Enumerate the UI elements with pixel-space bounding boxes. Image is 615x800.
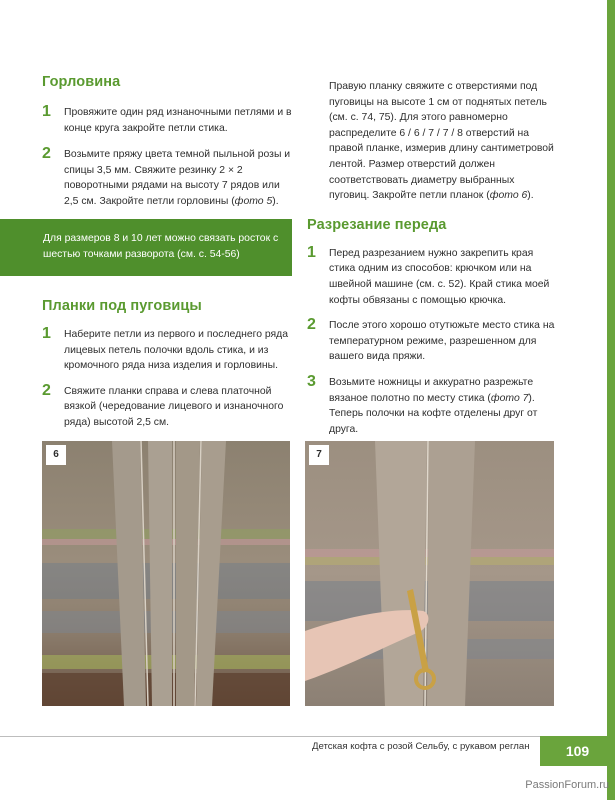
button-bands-step-1	[42, 327, 292, 374]
step-number: 1	[42, 103, 51, 120]
watermark: PassionForum.ru	[525, 779, 609, 791]
step-text: Наберите петли из первого и последнего ряда лицевых петель полочки вдоль стика, и из кромочного ряда низа изделия и горловины.	[64, 329, 289, 372]
step-text: Возьмите ножницы и аккуратно разрежьте вязаное полотно по месту стика (фото 7). Теперь полочки на кофте отделены друг от друга.	[329, 376, 538, 435]
left-column	[42, 74, 292, 210]
step-number: 2	[42, 381, 51, 399]
right-column	[307, 79, 555, 437]
left-column-lower	[42, 298, 292, 431]
size-note-text: Для размеров 8 и 10 лет можно связать росток с шестью точками разворота (см. с. 54-56)	[43, 233, 279, 260]
step-text: Свяжите планки справа и слева платочной вязкой (чередование лицевого и изнаночного ряда) высотой 2,5 см.	[64, 385, 284, 428]
cutting-step-1	[307, 243, 555, 308]
size-note-box	[0, 219, 292, 276]
step-text: После этого хорошо отутюжьте место стика на температурном режиме, разрешенном для вашего вида пряжи.	[329, 320, 555, 363]
step-text: Возьмите пряжу цвета темной пыльной розы и спицы 3,5 мм. Свяжите резинку 2 × 2 поворотными рядами на высоту 7 рядов или 2,5 см. Закройте петли горловины (фото 5).	[64, 149, 291, 207]
step-number: 2	[307, 316, 316, 334]
photo-6	[42, 441, 290, 706]
photo-reference: фото 6	[489, 190, 528, 202]
step-text: Провяжите один ряд изнаночными петлями и в конце круга закройте петли стика.	[64, 107, 292, 134]
photo-number-badge: 7	[309, 445, 329, 465]
photo-number-badge: 6	[46, 445, 66, 465]
step-number: 3	[307, 372, 316, 390]
neckline-step-1	[42, 105, 292, 136]
cutting-steek-with-scissors-photo-icon	[305, 441, 554, 706]
step-text: Перед разрезанием нужно закрепить края стика одним из способов: крючком или на швейной машине (см. с. 52). Край стика моей кофты обвязаны с помощью крючка.	[329, 247, 550, 306]
step-number: 1	[307, 243, 316, 261]
running-title: Детская кофта с розой Сельбу, с рукавом реглан	[312, 741, 530, 752]
cutting-step-3	[307, 372, 555, 437]
photo-7	[305, 441, 554, 706]
knitted-cardigan-bands-photo-icon	[42, 441, 290, 706]
step-number: 2	[42, 145, 51, 163]
photo-reference: фото 7	[490, 392, 529, 404]
footer-divider	[0, 736, 540, 737]
page-number: 109	[540, 736, 615, 766]
neckline-step-2	[42, 147, 292, 209]
page-edge-bar	[607, 0, 615, 800]
step-number: 1	[42, 325, 51, 342]
photo-reference: фото 5	[234, 195, 273, 207]
neckline-title: Горловина	[42, 74, 121, 90]
cutting-step-2	[307, 318, 555, 365]
button-bands-title: Планки под пуговицы	[42, 298, 202, 314]
right-intro-text: Правую планку свяжите с отверстиями под пуговицы на высоте 1 см от поднятых петель (см. с. 74, 75). Для этого равномерно распределите 6 / 6 / 7 / 7 / 8 отверстий на правой планке, измерив длину сантиметровой лентой. Размер отверстий должен соответствовать диаметру выбранных пуговиц. Закройте петли планок (фото 6).	[329, 81, 554, 202]
cutting-title: Разрезание переда	[307, 216, 447, 233]
button-bands-step-2	[42, 381, 292, 431]
